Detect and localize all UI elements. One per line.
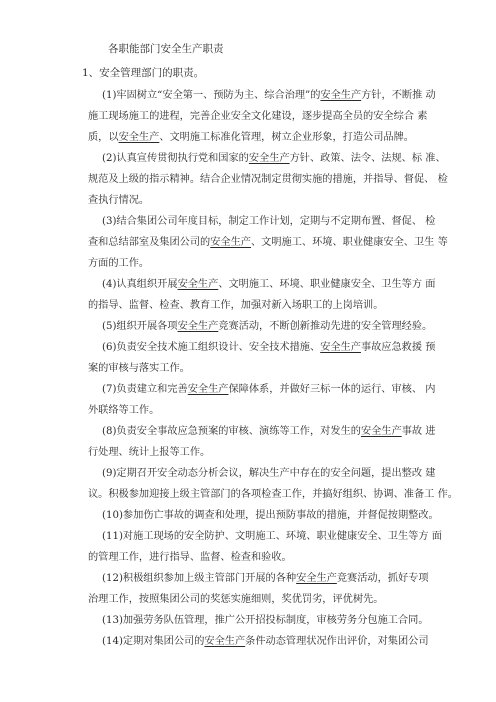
paragraph-line: 行处理、统计上报等工作。 bbox=[88, 447, 211, 458]
underlined-term: 安全生产 bbox=[296, 573, 337, 584]
paragraph bbox=[88, 148, 448, 211]
underlined-term: 安全生产 bbox=[210, 237, 251, 248]
paragraph-line: 查和总结部室及集团公司的安全生产、文明施工、环境、职业健康安全、卫生 等 bbox=[88, 237, 448, 248]
paragraph bbox=[88, 526, 442, 568]
paragraph-line: (7)负责建立和完善安全生产保障体系，并做好三标一体的运行、审核、 内 bbox=[102, 384, 436, 395]
paragraph-line: (1)牢固树立“安全第一、预防为主、综合治理”的安全生产方针，不断推 动 bbox=[102, 90, 436, 101]
paragraph bbox=[88, 568, 429, 610]
paragraph-line: 议。积极参加迎接上级主管部门的各项检查工作，并搞好组织、协调、准备工 作。 bbox=[88, 489, 458, 500]
paragraph-line: (2)认真宣传贯彻执行党和国家的安全生产方针、政策、法令、法规、标 准、 bbox=[102, 153, 446, 164]
paragraph-line: (14)定期对集团公司的安全生产条件动态管理状况作出评价，对集团公司 bbox=[102, 636, 429, 647]
underlined-term: 安全生产 bbox=[177, 321, 219, 332]
underlined-term: 安全生产 bbox=[248, 153, 290, 164]
paragraph-line: 方面的工作。 bbox=[88, 258, 150, 269]
underlined-term: 安全生产 bbox=[118, 132, 160, 143]
paragraph-line: 质，以安全生产、文明施工标准化管理，树立企业形象，打造公司品牌。 bbox=[88, 132, 414, 143]
paragraph-line: 的管理工作，进行指导、监督、检查和验收。 bbox=[88, 552, 292, 563]
paragraph-line: (8)负责安全事故应急预案的审核、演练等工作，对发生的安全生产事故 进 bbox=[102, 426, 436, 437]
underlined-term: 安全生产 bbox=[320, 90, 362, 101]
paragraph bbox=[88, 211, 448, 274]
paragraph bbox=[88, 337, 436, 379]
paragraph-line: (13)加强劳务队伍管理，推广公开招投标制度，审核劳务分包施工合同。 bbox=[102, 615, 429, 626]
paragraph-line: (5)组织开展各项安全生产竞赛活动，不断创新推动先进的安全管理经验。 bbox=[102, 321, 433, 332]
paragraph-line: (6)负责安全技术施工组织设计、安全技术措施、安全生产事故应急救援 预 bbox=[102, 342, 436, 353]
underlined-term: 安全生产 bbox=[204, 636, 246, 647]
paragraph-line: 案的审核与落实工作。 bbox=[88, 363, 190, 374]
paragraph-line: (11)对施工现场的安全防护、文明施工、环境、职业健康安全、卫生等方 面 bbox=[102, 531, 442, 542]
paragraph-line: 外联络等工作。 bbox=[88, 405, 160, 416]
paragraph-line: (3)结合集团公司年度目标，制定工作计划，定期与不定期布置、督促、 检 bbox=[102, 216, 436, 227]
paragraph-line: 治理工作，按照集团公司的奖惩实施细则，奖优罚劣，评优树先。 bbox=[88, 594, 384, 605]
underlined-term: 安全生产 bbox=[177, 279, 219, 290]
paragraph bbox=[88, 505, 439, 526]
paragraph bbox=[88, 610, 429, 631]
paragraph-line: 规范及上级的指示精神。结合企业情况制定贯彻实施的措施，并指导、督促、 检 bbox=[88, 174, 448, 185]
paragraph-line: 的指导、监督、检查、教育工作，加强对新入场职工的上岗培训。 bbox=[88, 300, 384, 311]
paragraph-line: (4)认真组织开展安全生产、文明施工、环境、职业健康安全、卫生等方 面 bbox=[102, 279, 436, 290]
paragraph bbox=[88, 631, 429, 652]
paragraph bbox=[88, 421, 436, 463]
paragraph bbox=[88, 85, 436, 148]
section-heading: 1、安全管理部门的职责。 bbox=[82, 67, 205, 79]
underlined-term: 安全生产 bbox=[360, 426, 402, 437]
paragraph-line: 查执行情况。 bbox=[88, 195, 150, 206]
paragraph bbox=[88, 274, 436, 316]
underlined-term: 安全生产 bbox=[187, 384, 229, 395]
paragraph bbox=[88, 316, 433, 337]
document-title: 各职能部门安全生产职责 bbox=[108, 43, 224, 55]
paragraph-line: (12)积极组织参加上级主管部门开展的各种安全生产竞赛活动，抓好专项 bbox=[102, 573, 429, 584]
paragraph-line: 施工现场施工的进程，完善企业安全文化建设，逐步提高全员的安全综合 素 bbox=[88, 111, 428, 122]
underlined-term: 安全生产 bbox=[320, 342, 361, 353]
paragraph-line: (10)参加伤亡事故的调查和处理，提出预防事故的措施，并督促按期整改。 bbox=[102, 510, 439, 521]
paragraph bbox=[88, 379, 436, 421]
paragraph bbox=[88, 463, 458, 505]
paragraph-line: (9)定期召开安全动态分析会议，解决生产中存在的安全问题，提出整改 建 bbox=[102, 468, 436, 479]
